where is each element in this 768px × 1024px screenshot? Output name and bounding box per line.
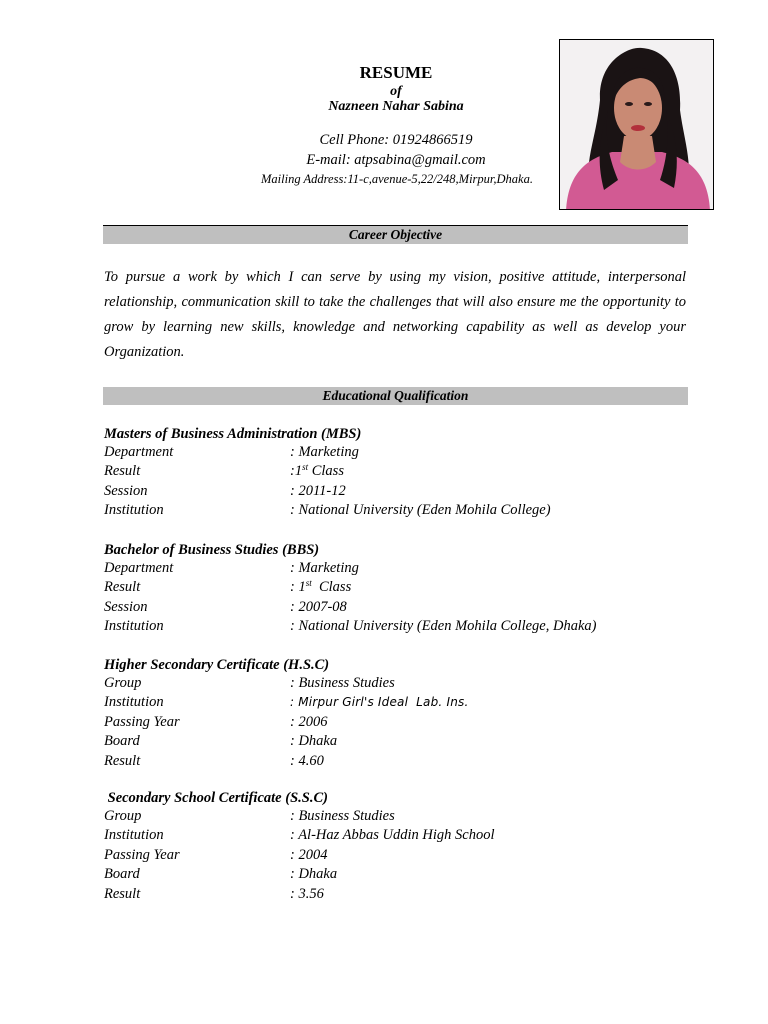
- row-label: Institution: [104, 827, 164, 844]
- row-label: Board: [104, 866, 140, 883]
- hsc-passing-year-row: [104, 713, 704, 732]
- row-label: Passing Year: [104, 713, 180, 730]
- ssc-result-row: [104, 885, 704, 904]
- row-value: : 2006: [290, 713, 328, 730]
- hsc-result-row: [104, 752, 704, 771]
- result-suffix: Class: [311, 579, 352, 596]
- row-label: Department: [104, 560, 174, 576]
- row-label: Session: [104, 482, 148, 499]
- result-suffix: Class: [308, 463, 344, 480]
- row-value: : Marketing: [290, 560, 359, 576]
- mbs-session-row: [104, 482, 704, 501]
- row-label: Result: [104, 885, 141, 902]
- result-ordinal: st: [302, 462, 309, 473]
- hsc-institution-row: [104, 693, 704, 712]
- resume-of: of: [390, 84, 402, 99]
- row-value: : Marketing: [290, 444, 359, 460]
- bbs-department-row: [104, 559, 704, 578]
- mbs-result-row: [104, 462, 704, 481]
- hsc-group-row: [104, 674, 704, 693]
- result-prefix: :1: [290, 463, 303, 480]
- row-value: : Al-Haz Abbas Uddin High School: [290, 827, 495, 844]
- resume-title: RESUME: [359, 63, 433, 82]
- row-value: : Business Studies: [290, 675, 395, 691]
- row-value: : Mirpur Girl's Ideal Lab. Ins.: [290, 695, 469, 710]
- row-label: Institution: [104, 502, 164, 519]
- bbs-title: Bachelor of Business Studies (BBS): [104, 542, 320, 558]
- row-value: : 2004: [290, 846, 328, 863]
- row-value: : National University (Eden Mohila College): [290, 502, 551, 519]
- mbs-institution-row: [104, 501, 704, 520]
- bbs-session-row: [104, 598, 704, 617]
- result-prefix: : 1: [290, 579, 306, 596]
- ssc-title: Secondary School Certificate (S.S.C): [104, 790, 328, 806]
- row-label: Group: [104, 808, 142, 824]
- row-value: : Business Studies: [290, 808, 395, 824]
- row-value: : Dhaka: [290, 866, 338, 883]
- hsc-title: Higher Secondary Certificate (H.S.C): [104, 657, 330, 673]
- row-value: : Dhaka: [290, 733, 338, 750]
- row-value: : 4.60: [290, 752, 324, 769]
- result-ordinal: st: [305, 578, 312, 589]
- mbs-section: [104, 425, 704, 521]
- row-label: Board: [104, 733, 140, 750]
- educational-qualification-heading: Educational Qualification: [103, 387, 688, 405]
- row-label: Group: [104, 675, 142, 691]
- row-value: : 3.56: [290, 885, 324, 902]
- row-value: : 2011-12: [290, 482, 346, 499]
- row-label: Result: [104, 579, 141, 596]
- career-objective-text: To pursue a work by which I can serve by using my vision, positive attitude, interpersonal relationship, communication skill to take the challenges that will also ensure me the opportunity to grow by learning new skills, knowledge and networking capability as well as develop your Organization.: [104, 269, 686, 360]
- row-label: Result: [104, 752, 141, 769]
- ssc-group-row: [104, 807, 704, 826]
- mbs-department-row: [104, 443, 704, 462]
- row-value: : 2007-08: [290, 598, 347, 615]
- ssc-institution-row: [104, 826, 704, 845]
- ssc-board-row: [104, 865, 704, 884]
- hsc-section: [104, 656, 704, 771]
- bbs-result-row: [104, 578, 704, 597]
- email-address: E-mail: atpsabina@gmail.com: [306, 152, 486, 168]
- ssc-section: [104, 789, 704, 904]
- row-value: [290, 578, 351, 597]
- row-label: Session: [104, 598, 148, 615]
- candidate-name: Nazneen Nahar Sabina: [328, 99, 464, 114]
- cell-phone: Cell Phone: 01924866519: [319, 132, 473, 148]
- profile-photo: [559, 39, 714, 210]
- mbs-title: Masters of Business Administration (MBS): [104, 426, 362, 442]
- row-value: : National University (Eden Mohila College, Dhaka): [290, 618, 597, 635]
- hsc-board-row: [104, 732, 704, 751]
- bbs-institution-row: [104, 617, 704, 636]
- row-value: [290, 462, 344, 481]
- bbs-section: [104, 541, 704, 637]
- row-label: Department: [104, 444, 174, 460]
- row-label: Result: [104, 463, 141, 480]
- mailing-address: Mailing Address:11-c,avenue-5,22/248,Mirpur,Dhaka.: [261, 172, 533, 186]
- row-label: Institution: [104, 694, 164, 711]
- row-label: Institution: [104, 618, 164, 635]
- row-label: Passing Year: [104, 846, 180, 863]
- career-objective-heading: Career Objective: [103, 226, 688, 244]
- portrait-image: [560, 40, 714, 210]
- ssc-passing-year-row: [104, 846, 704, 865]
